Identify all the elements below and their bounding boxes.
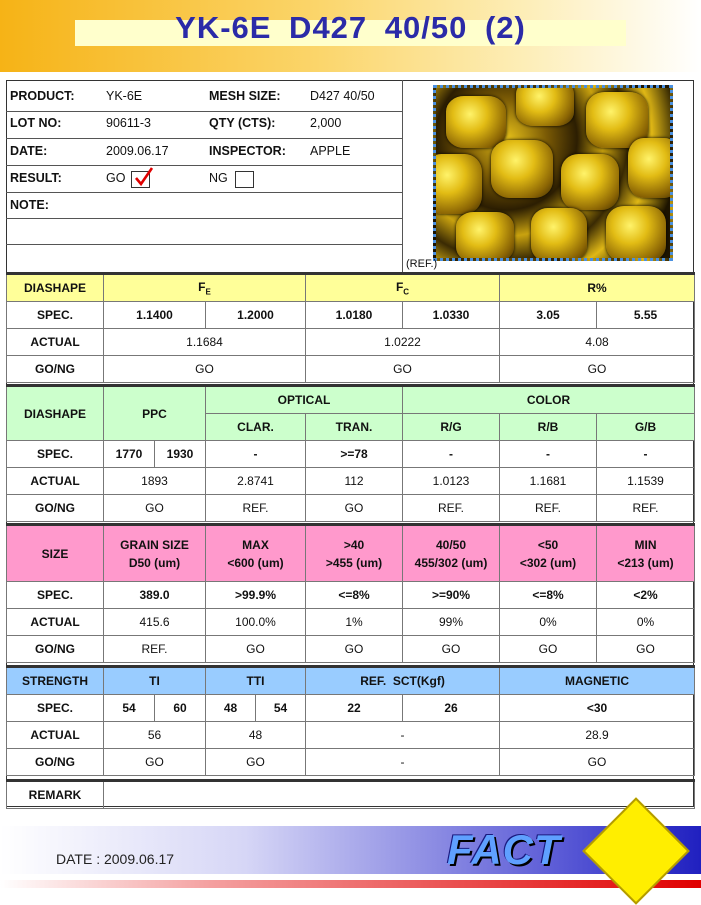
spec-cell: >99.9% (206, 582, 306, 609)
spec-cell: - (206, 441, 306, 468)
go-ng-cell: GO (306, 356, 500, 383)
go-ng-cell: GO (500, 749, 695, 776)
crystal-grain (516, 85, 574, 126)
lot-no-label: LOT NO: (10, 116, 62, 130)
column-header-40-50 (403, 525, 500, 582)
go-ng-cell: GO (306, 636, 403, 663)
fact-logo: FACT (447, 826, 561, 873)
row-label-spec: SPEC. (7, 441, 104, 468)
column-header-tran: TRAN. (306, 414, 403, 441)
divider (402, 80, 403, 272)
actual-cell: 1.1539 (597, 468, 695, 495)
header-line: 455/302 (um) (414, 555, 488, 570)
go-ng-cell: GO (206, 636, 306, 663)
spec-cell: 5.55 (597, 302, 695, 329)
divider (6, 218, 402, 219)
crystal-grain (433, 154, 482, 214)
row-label-actual: ACTUAL (7, 468, 104, 495)
footer-red-stripe (0, 880, 701, 888)
header-line: <302 (um) (519, 555, 577, 570)
header-line: >455 (um) (325, 555, 383, 570)
spec-cell: - (500, 441, 597, 468)
remark-table (6, 779, 695, 809)
go-ng-cell: REF. (403, 495, 500, 522)
header-line: <213 (um) (617, 555, 674, 570)
spec-cell: 60 (155, 695, 206, 722)
spec-cell: >=90% (403, 582, 500, 609)
actual-cell: 1.0222 (306, 329, 500, 356)
row-label-actual: ACTUAL (7, 329, 104, 356)
actual-cell: 112 (306, 468, 403, 495)
spec-cell: 1.0330 (403, 302, 500, 329)
note-label: NOTE: (10, 198, 49, 212)
spec-cell: <=8% (500, 582, 597, 609)
spec-cell: 1770 (104, 441, 155, 468)
go-ng-cell: REF. (104, 636, 206, 663)
column-header-magnetic: MAGNETIC (500, 667, 695, 695)
header-line: D50 (um) (128, 555, 181, 570)
yellow-diamond-logo-icon (582, 797, 689, 904)
photo-ref-caption: (REF.) (406, 258, 438, 270)
column-header-optical: OPTICAL (206, 386, 403, 414)
go-ng-cell: GO (500, 356, 695, 383)
divider (6, 192, 402, 193)
actual-cell: 1.1681 (500, 468, 597, 495)
spec-cell: - (403, 441, 500, 468)
crystal-grain (531, 208, 587, 261)
mesh-size-value: D427 40/50 (310, 89, 375, 103)
spec-cell: - (597, 441, 695, 468)
section-header-size: SIZE (7, 525, 104, 582)
result-ng-label: NG (209, 171, 228, 185)
result-label: RESULT: (10, 171, 62, 185)
column-header-over-40 (306, 525, 403, 582)
date-value: 2009.06.17 (106, 144, 169, 158)
actual-cell: - (306, 722, 500, 749)
column-header-gb: G/B (597, 414, 695, 441)
spec-cell: <2% (597, 582, 695, 609)
inspector-value: APPLE (310, 144, 351, 158)
actual-cell: 4.08 (500, 329, 695, 356)
actual-cell: 1% (306, 609, 403, 636)
crystal-grain (456, 212, 514, 261)
spec-cell: <30 (500, 695, 695, 722)
header-line: 40/50 (435, 537, 467, 552)
go-ng-cell: REF. (206, 495, 306, 522)
spec-cell: 3.05 (500, 302, 597, 329)
go-ng-cell: GO (403, 636, 500, 663)
spec-cell: 1.1400 (104, 302, 206, 329)
divider (6, 111, 402, 112)
spec-cell: 26 (403, 695, 500, 722)
row-label-actual: ACTUAL (7, 609, 104, 636)
strength-magnetic-table (6, 665, 695, 776)
go-ng-cell: REF. (500, 495, 597, 522)
column-header-grain-size (104, 525, 206, 582)
row-label-go-ng: GO/NG (7, 356, 104, 383)
crystal-grain (561, 154, 619, 210)
row-label-spec: SPEC. (7, 582, 104, 609)
spec-cell: 22 (306, 695, 403, 722)
crystal-grain (446, 96, 506, 148)
spec-cell: >=78 (306, 441, 403, 468)
actual-cell: 28.9 (500, 722, 695, 749)
section-header-strength: STRENGTH (7, 667, 104, 695)
row-label-actual: ACTUAL (7, 722, 104, 749)
column-header-r-percent: R% (500, 274, 695, 302)
mesh-size-label: MESH SIZE: (209, 89, 281, 103)
qty-label: QTY (CTS): (209, 116, 276, 130)
actual-cell: 2.8741 (206, 468, 306, 495)
actual-cell: 1893 (104, 468, 206, 495)
actual-cell: 99% (403, 609, 500, 636)
footer-date: DATE : 2009.06.17 (56, 851, 175, 867)
column-header-tti: TTI (206, 667, 306, 695)
actual-cell: 0% (500, 609, 597, 636)
go-ng-cell: GO (104, 356, 306, 383)
actual-cell: 0% (597, 609, 695, 636)
column-header-fc (306, 274, 500, 302)
crystal-grain (491, 140, 553, 198)
go-ng-cell: GO (306, 495, 403, 522)
column-header-max (206, 525, 306, 582)
result-go-checkbox[interactable] (131, 171, 150, 188)
date-label: DATE: (10, 144, 48, 158)
fc-symbol: F (395, 279, 404, 294)
divider (6, 244, 402, 245)
remark-label: REMARK (7, 781, 104, 809)
column-header-color: COLOR (403, 386, 695, 414)
size-distribution-table (6, 523, 695, 663)
header-line: <600 (um) (227, 555, 284, 570)
go-ng-cell: GO (500, 636, 597, 663)
product-value: YK-6E (106, 89, 143, 103)
go-ng-cell: - (306, 749, 500, 776)
column-header-ref-sct: REF. SCT(Kgf) (306, 667, 500, 695)
actual-cell: 1.0123 (403, 468, 500, 495)
spec-cell: 1.2000 (206, 302, 306, 329)
column-header-clar: CLAR. (206, 414, 306, 441)
spec-cell: 1.0180 (306, 302, 403, 329)
column-header-min (597, 525, 695, 582)
column-header-fe (104, 274, 306, 302)
product-label: PRODUCT: (10, 89, 75, 103)
actual-cell: 100.0% (206, 609, 306, 636)
row-label-spec: SPEC. (7, 695, 104, 722)
check-mark-icon (134, 167, 154, 187)
header-line: >40 (343, 537, 365, 552)
lot-no-value: 90611-3 (106, 116, 151, 130)
spec-cell: 389.0 (104, 582, 206, 609)
diashape-fe-fc-table (6, 272, 695, 383)
column-header-ti: TI (104, 667, 206, 695)
go-ng-cell: GO (597, 636, 695, 663)
header-line: MIN (634, 537, 657, 552)
row-label-go-ng: GO/NG (7, 749, 104, 776)
section-header-diashape: DIASHAPE (7, 274, 104, 302)
fe-subscript: E (205, 287, 211, 297)
header-line: MAX (242, 537, 269, 552)
diashape-ppc-optical-color-table (6, 384, 695, 522)
result-go-label: GO (106, 171, 126, 185)
go-ng-cell: REF. (597, 495, 695, 522)
column-header-rb: R/B (500, 414, 597, 441)
crystal-grain (606, 206, 666, 261)
spec-cell: <=8% (306, 582, 403, 609)
column-header-under-50 (500, 525, 597, 582)
fe-symbol: F (198, 279, 206, 294)
spec-cell: 54 (104, 695, 155, 722)
section-header-diashape: DIASHAPE (7, 386, 104, 441)
divider (6, 138, 402, 139)
column-header-rg: R/G (403, 414, 500, 441)
actual-cell: 56 (104, 722, 206, 749)
go-ng-cell: GO (206, 749, 306, 776)
remark-field[interactable] (104, 781, 695, 809)
crystal-grain (628, 138, 673, 198)
page-title: YK-6E D427 40/50 (2) (175, 10, 526, 45)
diamond-sample-photo (433, 85, 673, 261)
inspector-label: INSPECTOR: (209, 144, 286, 158)
qty-value: 2,000 (310, 116, 342, 130)
spec-cell: 1930 (155, 441, 206, 468)
row-label-go-ng: GO/NG (7, 636, 104, 663)
divider (6, 165, 402, 166)
actual-cell: 415.6 (104, 609, 206, 636)
row-label-spec: SPEC. (7, 302, 104, 329)
row-label-go-ng: GO/NG (7, 495, 104, 522)
go-ng-cell: GO (104, 495, 206, 522)
actual-cell: 1.1684 (104, 329, 306, 356)
result-ng-checkbox[interactable] (235, 171, 254, 188)
spec-cell: 54 (256, 695, 306, 722)
actual-cell: 48 (206, 722, 306, 749)
header-line: GRAIN SIZE (120, 537, 189, 552)
column-header-ppc: PPC (104, 386, 206, 441)
go-ng-cell: GO (104, 749, 206, 776)
header-line: <50 (537, 537, 559, 552)
fc-subscript: C (403, 287, 410, 297)
spec-cell: 48 (206, 695, 256, 722)
